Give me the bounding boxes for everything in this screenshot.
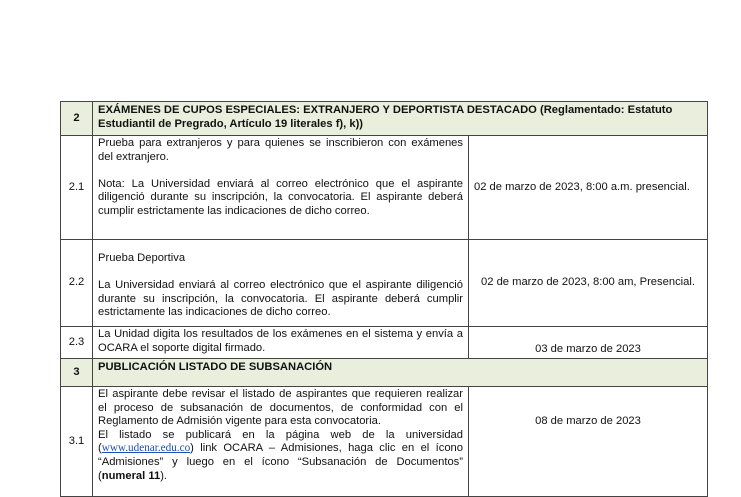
text-segment: ). — [160, 469, 168, 482]
row-description — [93, 387, 469, 497]
table-row — [61, 136, 708, 240]
row-description — [93, 240, 469, 327]
row-date: 02 de marzo de 2023, 8:00 am, Presencial. — [469, 240, 708, 327]
description-paragraph — [98, 429, 463, 483]
row-description: La Unidad digita los resultados de los exámenes en el sistema y envía a OCARA el soporte digital firmado. — [93, 327, 469, 359]
row-date: 03 de marzo de 2023 — [469, 327, 708, 359]
row-number: 3.1 — [61, 387, 93, 497]
text-segment: El listado se publicará en la página web de la universidad ( — [98, 428, 463, 455]
table-row — [61, 240, 708, 327]
description-text: Prueba Deportiva — [98, 252, 186, 264]
row-number: 2.3 — [61, 327, 93, 359]
schedule-table — [60, 101, 708, 497]
udenar-link[interactable]: www.udenar.edu.co — [101, 442, 191, 455]
row-description — [93, 136, 469, 240]
description-text: Prueba para extranjeros y para quienes se inscribieron con exámenes del extranjero. — [98, 137, 463, 163]
section-2-header — [61, 102, 708, 136]
numeral-reference: numeral 11 — [101, 469, 161, 482]
description-paragraph: El aspirante debe revisar el listado de aspirantes que requieren realizar el proceso de subsanación de documentos, de conformidad con el Reglamento de Admisión vigente para esta convocatoria. — [98, 388, 463, 428]
description-note: La Universidad enviará al correo electrónico que el aspirante diligenció durante su inscripción, la convocatoria. El aspirante deberá cumplir estrictamente las indicaciones de dicho correo. — [98, 279, 463, 319]
row-number: 2.2 — [61, 240, 93, 327]
row-number: 2.1 — [61, 136, 93, 240]
row-date: 08 de marzo de 2023 — [469, 387, 708, 497]
section-number: 2 — [61, 102, 93, 136]
section-number: 3 — [61, 359, 93, 387]
text-segment: ) link OCARA – Admisiones, haga clic en el ícono “Admisiones” y luego en el ícono “Subsanación de Documentos” ( — [98, 442, 463, 482]
description-note: Nota: La Universidad enviará al correo electrónico que el aspirante diligenció durante su inscripción, la convocatoria. El aspirante deberá cumplir estrictamente las indicaciones de dicho correo. — [98, 177, 463, 217]
section-title: EXÁMENES DE CUPOS ESPECIALES: EXTRANJERO Y DEPORTISTA DESTACADO (Reglamentado: Estatuto Estudiantil de Pregrado, Artículo 19 literales f), k)) — [93, 102, 708, 136]
table-row — [61, 387, 708, 497]
section-title: PUBLICACIÓN LISTADO DE SUBSANACIÓN — [93, 359, 708, 387]
row-date: 02 de marzo de 2023, 8:00 a.m. presencial. — [469, 136, 708, 240]
section-3-header — [61, 359, 708, 387]
table-row — [61, 327, 708, 359]
